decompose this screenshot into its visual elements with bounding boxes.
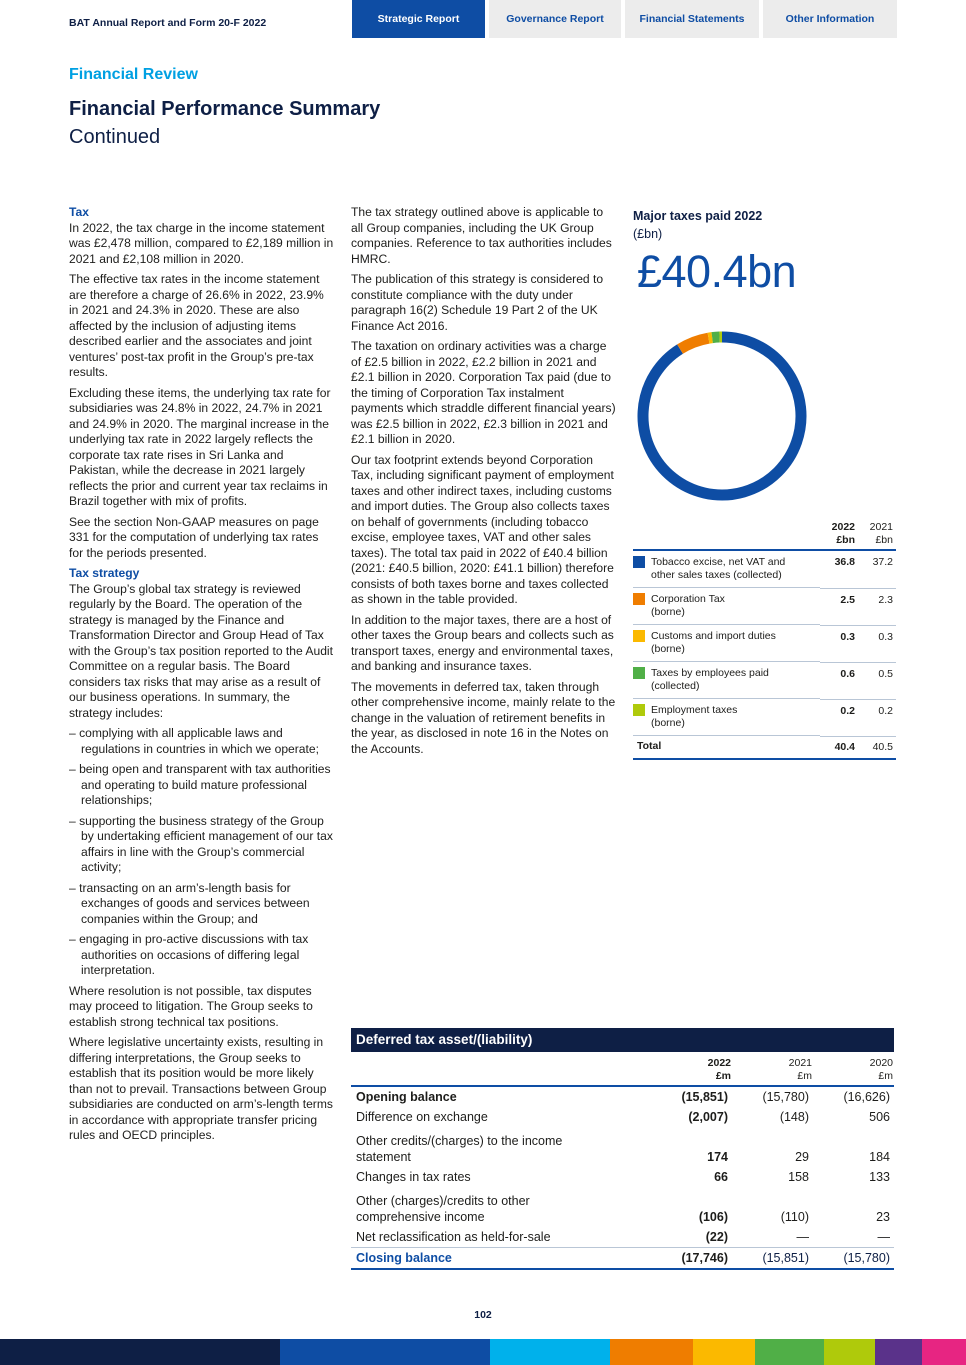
table-row — [351, 1127, 894, 1167]
deferred-tax-title: Deferred tax asset/(liability) — [351, 1028, 894, 1052]
document-title: BAT Annual Report and Form 20-F 2022 — [69, 17, 267, 29]
value-2021: 0.2 — [858, 699, 896, 736]
col-2022-header — [651, 1052, 732, 1086]
footer-color-bar — [0, 1339, 966, 1365]
table-row — [351, 1086, 894, 1107]
row-label — [633, 699, 820, 736]
table-row — [633, 588, 896, 625]
paragraph: The tax strategy outlined above is applicable to all Group companies, including the UK Group companies. Reference to tax authorities includes HMRC. — [351, 205, 612, 266]
major-taxes-table — [633, 519, 896, 760]
paragraph: The Group’s global tax strategy is reviewed regularly by the Board. The operation of the strategy is managed by the Finance and Transformation Director and Group Head of Tax with the Group’s tax position reported to the Audit Committee on a regular basis. The Board considers tax risks that may arise as a result of our business operations. In summary, the strategy includes: — [69, 581, 333, 720]
label-line: Taxes by employees paid — [651, 667, 769, 679]
value-2021: 0.3 — [858, 625, 896, 662]
year-label: 2020 — [869, 1057, 893, 1069]
footer-color-segment — [755, 1339, 824, 1365]
label-line: Corporation Tax — [651, 593, 725, 605]
customs-slice — [709, 338, 713, 339]
value-2021: 2.3 — [858, 588, 896, 625]
text-column-1 — [69, 205, 334, 1149]
col-2022-header — [820, 519, 858, 550]
label-line: Other credits/(charges) to the income — [356, 1134, 563, 1148]
paragraph: Excluding these items, the underlying tax rate for subsidiaries was 24.8% in 2022, 24.7% in 2021 and 24.9% in 2020. The marginal increase in the underlying tax rate in 2022 largely reflects the corporate tax rate rises in Sri Lanka and Pakistan, while the decrease in 2021 largely reflects the prior and current year tax reclaims in Brazil together with mix of profits. — [69, 385, 331, 508]
value-2020: (15,780) — [813, 1248, 894, 1270]
table-row — [351, 1227, 894, 1248]
label-line: Employment taxes — [651, 704, 738, 716]
table-row — [351, 1107, 894, 1127]
legend-swatch-icon — [633, 556, 645, 568]
tab-financial-statements[interactable]: Financial Statements — [625, 0, 759, 38]
value-2022: 0.3 — [820, 625, 858, 662]
value-2021: 37.2 — [858, 550, 896, 588]
paragraph: In 2022, the tax charge in the income statement was £2,478 million, compared to £2,189 million in 2021 and £2,108 million in 2020. — [69, 220, 334, 266]
value-2022: 66 — [714, 1170, 728, 1184]
table-row — [633, 699, 896, 736]
value-2022: 174 — [707, 1150, 728, 1164]
value-2022: 0.6 — [820, 662, 858, 699]
major-taxes-donut-chart — [636, 330, 808, 502]
unit-label: £bn — [836, 534, 855, 546]
closing-balance-row — [351, 1248, 894, 1270]
list-item: – being open and transparent with tax authorities and operating to build mature professional relationships; — [69, 762, 331, 807]
unit-label: £bn — [875, 534, 893, 546]
footer-color-segment — [490, 1339, 610, 1365]
value-2021: (15,851) — [732, 1248, 813, 1270]
value-2021: — — [796, 1230, 809, 1244]
section-label: Financial Review — [69, 66, 198, 83]
label-line: other sales taxes (collected) — [651, 569, 782, 581]
deferred-tax-table — [351, 1028, 894, 1270]
paragraph: The effective tax rates in the income statement are therefore a charge of 26.6% in 2022, 23.9% in 2021 and 24.3% in 2020. These are also affected by the inclusion of adjusting items described earlier and the associates and joint ventures’ post-tax profit in the Group’s pre-tax results. — [69, 272, 324, 379]
label-line: (collected) — [651, 680, 700, 692]
list-item: – supporting the business strategy of the Group by undertaking efficient management of our tax affairs in line with the Group’s commercial activity; — [69, 813, 333, 874]
label-line: Tobacco excise, net VAT and — [651, 556, 786, 568]
row-label — [633, 551, 820, 588]
value-2020: (16,626) — [843, 1090, 890, 1104]
table-row — [351, 1187, 894, 1227]
unit-label: £m — [878, 1070, 893, 1082]
unit-label: £m — [797, 1070, 812, 1082]
row-label: Net reclassification as held-for-sale — [356, 1230, 551, 1244]
value-2020: 184 — [869, 1150, 890, 1164]
table-row — [633, 550, 896, 588]
tobacco-slice — [643, 337, 801, 495]
major-taxes-heading: Major taxes paid 2022 — [633, 209, 763, 223]
value-2020: 23 — [876, 1210, 890, 1224]
paragraph: The publication of this strategy is considered to constitute compliance with the duty under paragraph 16(2) Schedule 19 Part 2 of the UK Finance Act 2016. — [351, 272, 604, 333]
legend-swatch-icon — [633, 593, 645, 605]
year-label: 2021 — [788, 1057, 812, 1069]
value-2022: (2,007) — [688, 1110, 728, 1124]
value-2021: 29 — [795, 1150, 809, 1164]
list-item: – transacting on an arm’s-length basis for exchanges of goods and services between companies within the Group; and — [69, 880, 310, 926]
row-label: Opening balance — [356, 1090, 457, 1104]
strategy-list — [69, 726, 334, 979]
value-2020: — — [877, 1230, 890, 1244]
row-label: Difference on exchange — [356, 1110, 488, 1124]
value-2020: 133 — [869, 1170, 890, 1184]
text-column-2 — [351, 205, 617, 762]
tab-governance-report[interactable]: Governance Report — [489, 0, 621, 38]
col-2021-header — [732, 1052, 813, 1086]
tab-strategic-report[interactable]: Strategic Report — [352, 0, 485, 38]
table-header-row — [633, 519, 896, 550]
table-row — [351, 1167, 894, 1187]
value-2022: (22) — [705, 1230, 728, 1244]
value-2021: (15,780) — [762, 1090, 809, 1104]
table-row — [633, 662, 896, 699]
footer-color-segment — [280, 1339, 490, 1365]
paragraph: Where resolution is not possible, tax disputes may proceed to litigation. The Group seeks to establish strong technical tax positions. — [69, 983, 313, 1029]
legend-swatch-icon — [633, 667, 645, 679]
value-2022: 2.5 — [820, 588, 858, 625]
value-2021: 158 — [788, 1170, 809, 1184]
label-header — [633, 519, 820, 550]
legend-swatch-icon — [633, 630, 645, 642]
paragraph: In addition to the major taxes, there are a host of other taxes the Group bears and collects such as transport taxes, energy and environmental taxes, and banking and insurance taxes. — [351, 612, 614, 673]
list-item: – complying with all applicable laws and regulations in countries in which we operate; — [69, 726, 319, 756]
footer-color-segment — [824, 1339, 875, 1365]
paragraph: The movements in deferred tax, taken through other comprehensive income, mainly relate to the change in the valuation of retirement benefits in the year, as disclosed in note 16 in the Notes on the Accounts. — [351, 679, 616, 756]
footer-color-segment — [0, 1339, 280, 1365]
value-2022: 0.2 — [820, 699, 858, 736]
label-line: (borne) — [651, 643, 685, 655]
row-label: Closing balance — [351, 1248, 651, 1270]
employee-taxes-slice — [712, 337, 719, 338]
page-title: Financial Performance Summary — [69, 98, 381, 120]
total-2022: 40.4 — [820, 736, 858, 759]
label-line: (borne) — [651, 606, 685, 618]
value-2022: (15,851) — [681, 1090, 728, 1104]
tab-other-information[interactable]: Other Information — [763, 0, 897, 38]
row-label: Changes in tax rates — [356, 1170, 471, 1184]
value-2022: 36.8 — [820, 550, 858, 588]
label-line: Customs and import duties — [651, 630, 776, 642]
page-number: 102 — [474, 1309, 492, 1321]
row-label — [633, 625, 820, 662]
value-2021: 0.5 — [858, 662, 896, 699]
col-2020-header — [813, 1052, 894, 1086]
table-row — [633, 625, 896, 662]
tax-strategy-heading: Tax strategy — [69, 566, 140, 580]
year-label: 2022 — [831, 521, 855, 533]
label-line: Other (charges)/credits to other — [356, 1194, 530, 1208]
year-label: 2021 — [869, 521, 893, 533]
paragraph: Where legislative uncertainty exists, resulting in differing interpretations, the Group seeks to establish that its position would be more likely than not to prevail. Transactions between Group subsidiaries are conducted on arm’s-length terms in accordance with appropriate transfer pricing rules and OECD principles. — [69, 1035, 333, 1142]
table-title-row — [351, 1028, 894, 1052]
total-row — [633, 736, 896, 759]
list-item: – engaging in pro-active discussions with tax authorities on occasions of differing legal interpretation. — [69, 932, 309, 977]
paragraph: The taxation on ordinary activities was a charge of £2.5 billion in 2022, £2.2 billion in 2021 and £2.1 billion in 2020. Corporation Tax paid (due to the timing of Corporation Tax instalment payments which straddle different financial years) was £2.5 billion in 2022, £2.3 billion in 2021 and £2.1 billion in 2020. — [351, 339, 616, 446]
footer-color-segment — [922, 1339, 966, 1365]
total-2021: 40.5 — [858, 736, 896, 759]
page-subtitle: Continued — [69, 126, 161, 148]
label-line: statement — [356, 1150, 411, 1164]
tax-heading: Tax — [69, 205, 89, 219]
corporation-tax-slice — [680, 338, 709, 349]
row-label — [351, 1127, 651, 1167]
table-header-row — [351, 1052, 894, 1086]
total-label: Total — [633, 736, 820, 759]
value-2021: (110) — [780, 1210, 809, 1224]
col-2021-header — [858, 519, 896, 550]
row-label — [351, 1187, 651, 1227]
row-label — [633, 588, 820, 625]
major-taxes-unit: (£bn) — [633, 227, 663, 241]
value-2021: (148) — [779, 1110, 809, 1124]
unit-label: £m — [715, 1070, 731, 1082]
footer-color-segment — [610, 1339, 693, 1365]
label-line: comprehensive income — [356, 1210, 485, 1224]
year-label: 2022 — [707, 1057, 731, 1069]
value-2020: 506 — [869, 1110, 890, 1124]
major-taxes-total: £40.4bn — [637, 246, 797, 297]
paragraph: Our tax footprint extends beyond Corporation Tax, including significant payment of employment taxes and other indirect taxes, including customs and import duties. The Group also collects taxes on behalf of governments (including tobacco excise, employee taxes, VAT and other sales taxes). The total tax paid in 2022 of £40.4 billion (2021: £40.5 billion, 2020: £41.1 billion) therefore consists of both taxes borne and taxes collected as shown in the table provided. — [351, 452, 614, 606]
label-line: (borne) — [651, 717, 685, 729]
paragraph: See the section Non-GAAP measures on page 331 for the computation of underlying tax rates for the periods presented. — [69, 514, 319, 560]
value-2022: (17,746) — [651, 1248, 732, 1270]
footer-color-segment — [693, 1339, 755, 1365]
row-label — [633, 662, 820, 699]
footer-color-segment — [875, 1339, 922, 1365]
label-header — [351, 1052, 651, 1086]
legend-swatch-icon — [633, 704, 645, 716]
value-2022: (106) — [698, 1210, 728, 1224]
